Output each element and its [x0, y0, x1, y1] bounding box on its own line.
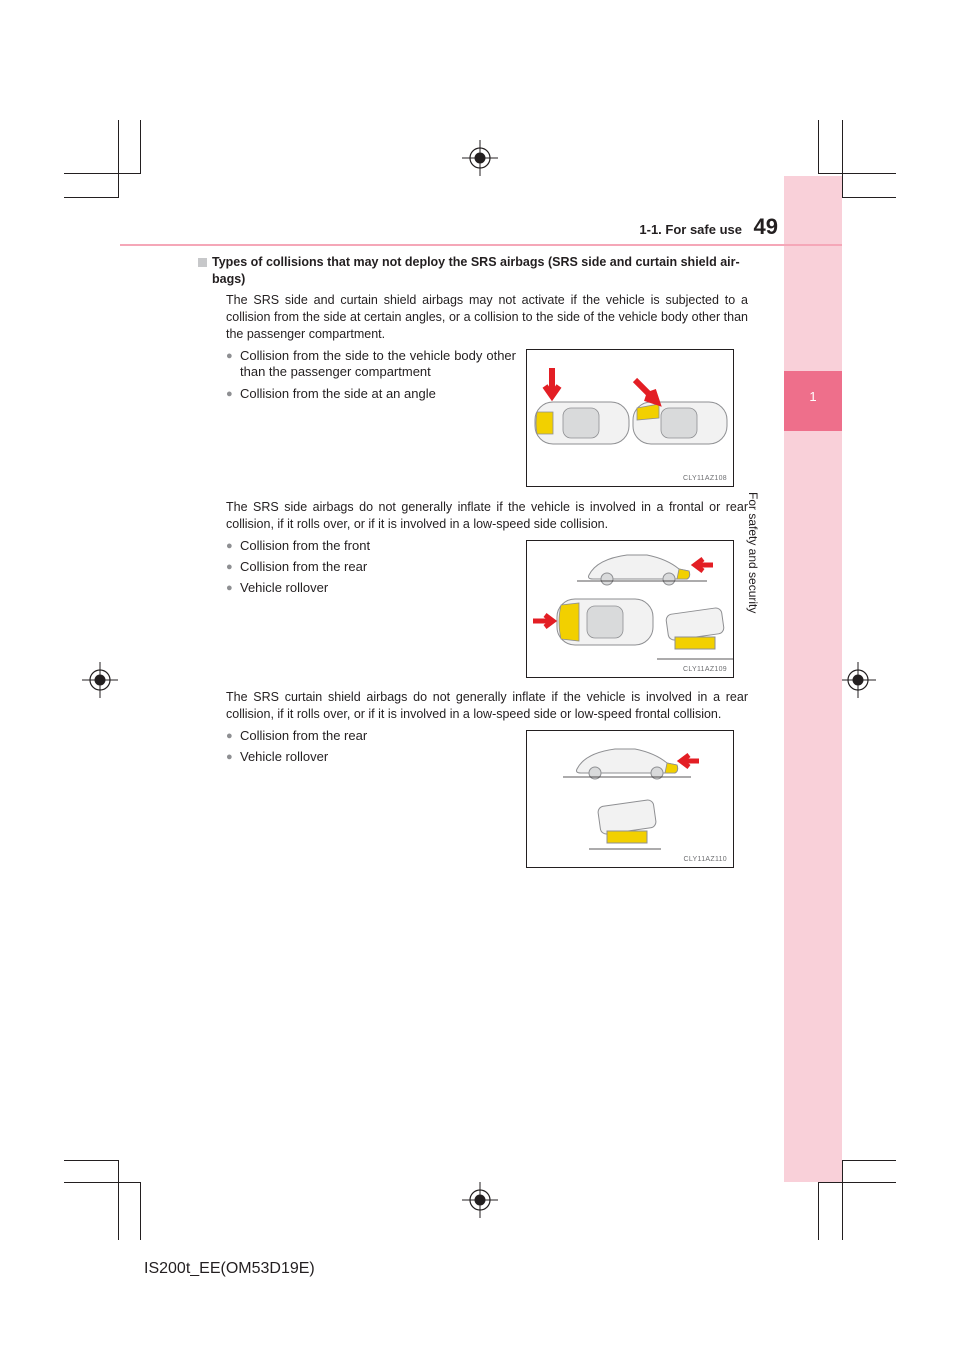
impact-arrow-icon [545, 368, 559, 396]
car-rollover-view [589, 799, 661, 849]
bullet-item: ● Collision from the rear [226, 728, 516, 744]
car-side-view [563, 749, 691, 779]
crop-mark [818, 1182, 896, 1183]
heading-square-icon [198, 258, 207, 267]
crop-mark [842, 120, 843, 198]
chapter-title: For safety and security [746, 492, 760, 614]
figure-code: CLY11AZ110 [683, 856, 727, 863]
figure-front-rear-rollover [526, 540, 734, 678]
registration-mark-icon [840, 662, 876, 698]
paragraph-curtain-airbags: The SRS curtain shield airbags do not generally inflate if the vehicle is involved in a rear collision, if it rolls over, or if it is involved in a low-speed side or low-speed frontal collision. [226, 690, 748, 721]
impact-arrow-icon [695, 559, 713, 571]
crop-mark [842, 1160, 896, 1161]
section-heading-text: Types of collisions that may not deploy the SRS airbags (SRS side and curtain shield air-bags) [212, 255, 740, 286]
figure-code: CLY11AZ108 [683, 475, 727, 482]
bullet-item: ● Collision from the rear [226, 559, 516, 575]
registration-mark-icon [462, 140, 498, 176]
bullet-item: ● Collision from the side to the vehicle body other than the passenger compartment [226, 348, 516, 380]
intro-paragraph: The SRS side and curtain shield airbags may not activate if the vehicle is subjected to a collision from the side at certain angles, or a collision to the side of the vehicle body other than the passenger compartment. [226, 293, 748, 341]
car-top-view [557, 599, 653, 645]
bullet-item: ● Collision from the front [226, 538, 516, 554]
car-rollover-view [657, 607, 733, 659]
chapter-side-tab [784, 176, 842, 1182]
crop-mark [118, 1160, 119, 1240]
crop-mark [818, 120, 819, 174]
impact-arrow-icon [635, 380, 657, 402]
registration-mark-icon [462, 1182, 498, 1218]
figure-rear-rollover [526, 730, 734, 868]
crop-mark [64, 1182, 141, 1183]
header-rule [120, 244, 842, 246]
impact-arrow-icon [681, 755, 699, 767]
crop-mark [842, 197, 896, 198]
crop-mark [842, 1160, 843, 1240]
crop-mark [818, 173, 896, 174]
car-top-view [633, 402, 727, 444]
footer-model-code: IS200t_EE(OM53D19E) [144, 1260, 315, 1277]
crop-mark [818, 1182, 819, 1240]
figure-illustration [527, 350, 733, 486]
car-top-view [535, 402, 629, 444]
crop-mark [64, 1160, 118, 1161]
page-number: 49 [753, 214, 778, 239]
crop-mark [64, 197, 118, 198]
chapter-number: 1 [809, 389, 817, 404]
registration-mark-icon [82, 662, 118, 698]
crop-mark [140, 1182, 141, 1240]
crop-mark [64, 173, 141, 174]
bullet-item: ● Vehicle rollover [226, 580, 516, 596]
figure-illustration [527, 731, 733, 867]
crop-mark [118, 120, 119, 198]
figure-illustration [527, 541, 733, 677]
impact-arrow-icon [533, 615, 553, 627]
crop-mark [140, 120, 141, 174]
figure-side-collision [526, 349, 734, 487]
figure-code: CLY11AZ109 [683, 666, 727, 673]
paragraph-side-airbags: The SRS side airbags do not generally inflate if the vehicle is involved in a frontal or rear collision, if it rolls over, or if it is involved in a low-speed side collision. [226, 500, 748, 531]
bullet-item: ● Vehicle rollover [226, 749, 516, 765]
section-title: 1-1. For safe use [639, 222, 742, 237]
car-side-view [577, 555, 707, 585]
section-heading [212, 254, 748, 288]
bullet-item: ● Collision from the side at an angle [226, 386, 516, 402]
